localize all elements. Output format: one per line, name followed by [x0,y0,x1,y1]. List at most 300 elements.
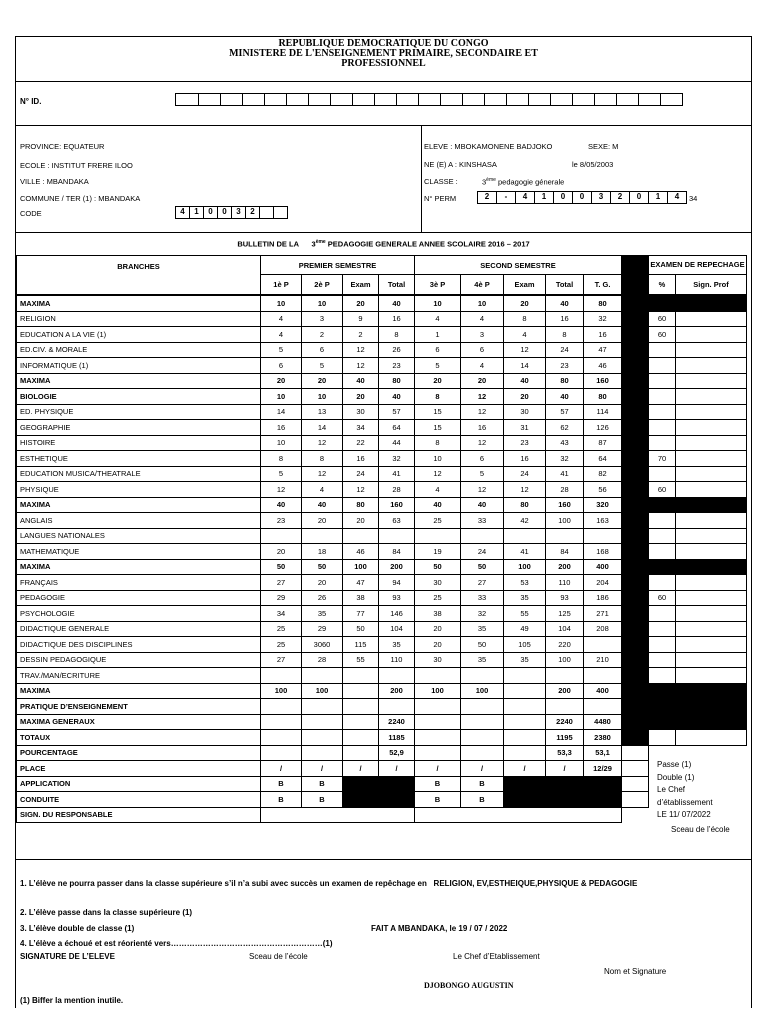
grade-cell: 80 [584,295,622,311]
code-digit-box: 1 [189,206,204,219]
sceau-note: Sceau de l’école [671,824,730,834]
grade-cell: 126 [584,420,622,436]
grade-cell: 4 [261,311,302,327]
sign-prof-cell [676,699,747,715]
subheader-cell: % [649,275,676,295]
black-column-cell [622,373,649,389]
table-row [17,435,747,451]
grade-cell: 12 [461,482,504,498]
id-box [396,94,397,105]
perm-digit-box: 1 [534,191,554,204]
grade-cell: 43 [546,435,584,451]
percent-cell: 70 [649,451,676,467]
grade-cell: 25 [261,637,302,653]
divider [16,81,751,82]
grade-cell: 53,3 [546,745,584,761]
grade-cell: 16 [584,327,622,343]
grade-cell: 100 [461,683,504,699]
percent-cell: 60 [649,590,676,606]
grade-cell: 2240 [546,714,584,730]
grade-cell [461,699,504,715]
grade-cell: 80 [343,497,379,513]
grade-cell: 38 [415,606,461,622]
black-column-cell [622,606,649,622]
grade-cell: 8 [261,451,302,467]
grade-cell: 20 [415,621,461,637]
grade-cell: 25 [415,590,461,606]
grade-cell: 12 [504,342,546,358]
col-examen-repechage: EXAMEN DE REPECHAGE [649,256,747,275]
grade-cell: 1195 [546,730,584,746]
branch-name: ANGLAIS [17,513,261,529]
id-box [616,94,617,105]
divider [16,125,751,126]
grade-cell: 52,9 [379,745,415,761]
sign-prof-cell [676,528,747,544]
grade-cell: B [461,792,504,808]
grade-cell: 32 [379,451,415,467]
grade-cell [261,668,302,684]
grade-cell: 20 [261,373,302,389]
black-column-cell [622,776,649,792]
percent-cell: 60 [649,327,676,343]
id-box [418,94,419,105]
black-column-cell [622,714,649,730]
table-row [17,606,747,622]
sign-prof-cell [676,358,747,374]
bulletin-num: 3 [311,239,316,249]
grade-cell [261,730,302,746]
grade-cell [584,528,622,544]
percent-cell [649,730,676,746]
biffer-note: (1) Biffer la mention inutile. [20,996,124,1005]
table-row [17,497,747,513]
grade-cell: / [415,761,461,777]
id-label: N° ID. [20,97,42,106]
grade-cell: 8 [379,327,415,343]
perm-digit-box: 0 [629,191,649,204]
branch-name: FRANҪAIS [17,575,261,591]
birthdate: le 8/05/2003 [572,160,614,169]
grade-cell [415,745,461,761]
percent-cell [649,559,676,575]
grade-cell: 14 [504,358,546,374]
classe-rest: pedagogie génerale [498,177,565,187]
grade-cell: 12 [343,342,379,358]
grade-cell: 31 [504,420,546,436]
grade-cell: 6 [415,342,461,358]
grade-cell: 64 [379,420,415,436]
branch-name: POURCENTAGE [17,745,261,761]
percent-cell: 60 [649,482,676,498]
grade-cell: 2380 [584,730,622,746]
grade-cell: 94 [379,575,415,591]
header-line-2: MINISTERE DE L'ENSEIGNEMENT PRIMAIRE, SECONDAIRE ET [229,48,538,59]
grade-cell: 20 [261,544,302,560]
table-row [17,559,747,575]
grade-cell: 4 [415,311,461,327]
grade-cell: 50 [415,559,461,575]
table-row [17,637,747,653]
table-row [17,404,747,420]
grade-cell: / [302,761,343,777]
percent-cell [649,637,676,653]
black-column-cell [622,745,649,761]
table-row [17,420,747,436]
grade-cell: 10 [261,389,302,405]
black-column-cell [622,311,649,327]
sign-prof-cell [676,544,747,560]
subheader-cell: Total [546,275,584,295]
id-box [462,94,463,105]
report-card [15,36,752,1008]
birthplace: NE (E) A : KINSHASA [424,160,497,169]
grade-cell [546,699,584,715]
grade-cell: 6 [261,358,302,374]
grade-cell: 200 [546,559,584,575]
grade-cell: B [261,792,302,808]
table-row [17,295,747,311]
classe-number: 3 [482,177,487,187]
branch-name: EDUCATION MUSICA/THEATRALE [17,466,261,482]
grade-cell: 16 [261,420,302,436]
table-row [17,745,747,761]
grade-cell [584,699,622,715]
id-box [572,94,573,105]
grade-cell [261,699,302,715]
grade-cell: 20 [343,389,379,405]
table-row [17,358,747,374]
grade-cell: 6 [461,451,504,467]
grade-cell: 63 [379,513,415,529]
percent-cell [649,606,676,622]
sign-prof-cell [676,730,747,746]
id-box [484,94,485,105]
chef-note-1: Le Chef [657,785,686,794]
grade-cell: 9 [343,311,379,327]
percent-cell: 60 [649,311,676,327]
grade-cell: 93 [546,590,584,606]
table-row [17,730,747,746]
grade-cell: / [261,761,302,777]
grade-cell: 100 [504,559,546,575]
grade-cell [379,699,415,715]
grade-cell: 33 [461,590,504,606]
branch-name: APPLICATION [17,776,261,792]
grade-cell: 30 [415,652,461,668]
grade-cell [302,714,343,730]
grade-cell: 49 [504,621,546,637]
percent-cell [649,497,676,513]
grade-cell: 24 [461,544,504,560]
grade-cell: 40 [415,497,461,513]
grade-cell: 26 [302,590,343,606]
grade-cell: 186 [584,590,622,606]
grade-cell: 4480 [584,714,622,730]
grade-cell [343,668,379,684]
grade-cell: 160 [379,497,415,513]
col-second-semestre: SECOND SEMESTRE [415,256,622,275]
grade-cell: 22 [343,435,379,451]
subheader-cell: 1è P [261,275,302,295]
grade-cell [379,668,415,684]
percent-cell [649,714,676,730]
grade-cell: 4 [415,482,461,498]
grade-cell: 32 [584,311,622,327]
grade-cell: 24 [504,466,546,482]
table-row [17,683,747,699]
branch-name: ED.CIV. & MORALE [17,342,261,358]
grade-cell: 200 [546,683,584,699]
grade-cell: B [461,776,504,792]
branch-name: ESTHETIQUE [17,451,261,467]
grade-cell: 168 [584,544,622,560]
grade-cell: 160 [546,497,584,513]
grade-cell: 8 [546,327,584,343]
grade-cell: 20 [504,295,546,311]
black-column-cell [622,420,649,436]
grade-cell: 12 [302,466,343,482]
id-box [660,94,661,105]
code-digit-box [273,206,288,219]
grade-cell: / [546,761,584,777]
id-box [506,94,507,105]
branch-name: INFORMATIQUE (1) [17,358,261,374]
grade-cell: 47 [584,342,622,358]
sign-prof-cell [676,327,747,343]
grade-cell: 110 [546,575,584,591]
grade-cell [584,637,622,653]
black-column-cell [622,668,649,684]
id-box [220,94,221,105]
grade-cell: 32 [461,606,504,622]
branch-name: SIGN. DU RESPONSABLE [17,807,261,823]
black-column-cell [622,792,649,808]
sign-prof-cell [676,637,747,653]
table-row [17,621,747,637]
grade-cell: 15 [415,404,461,420]
grade-cell: 15 [415,420,461,436]
grade-cell: 33 [461,513,504,529]
percent-cell [649,389,676,405]
percent-cell [649,358,676,374]
grade-cell: 8 [302,451,343,467]
ville: VILLE : MBANDAKA [20,177,89,186]
black-column-cell [622,652,649,668]
grade-cell [584,668,622,684]
sign-prof-cell [676,683,747,699]
ecole: ECOLE : INSTITUT FRERE ILOO [20,161,133,170]
table-row [17,482,747,498]
grade-cell [343,699,379,715]
sceau-ecole: Sceau de l’école [249,952,308,961]
bulletin-sup: ème [315,239,326,245]
grade-cell [343,683,379,699]
divider [16,859,751,860]
grade-cell: 18 [302,544,343,560]
grade-cell: 12/29 [584,761,622,777]
branch-name: PHYSIQUE [17,482,261,498]
grade-cell: 27 [261,652,302,668]
black-column-cell [622,466,649,482]
grade-cell: 4 [461,311,504,327]
grade-cell: 50 [343,621,379,637]
grade-cell: 3060 [302,637,343,653]
grade-cell: 12 [461,404,504,420]
grade-cell: 4 [261,327,302,343]
id-box [330,94,331,105]
fait-a: FAIT A MBANDAKA, le 19 / 07 / 2022 [371,924,508,933]
grade-cell: 12 [302,435,343,451]
grade-cell: 28 [302,652,343,668]
perm-label: N° PERM [424,194,457,203]
percent-cell [649,435,676,451]
black-column-cell [622,528,649,544]
id-box [594,94,595,105]
grade-cell: 20 [302,513,343,529]
commune: COMMUNE / TER (1) : MBANDAKA [20,194,141,203]
sign-prof-cell [676,652,747,668]
grade-cell: 82 [584,466,622,482]
sign-prof-cell [676,606,747,622]
header-line-1: REPUBLIQUE DEMOCRATIQUE DU CONGO [278,38,489,49]
perm-digit-box: 0 [572,191,592,204]
grade-cell: 28 [546,482,584,498]
branch-name: ED. PHYSIQUE [17,404,261,420]
percent-cell [649,683,676,699]
grade-cell: 40 [379,389,415,405]
grade-cell: 105 [504,637,546,653]
branch-name: LANGUES NATIONALES [17,528,261,544]
black-column-cell [622,559,649,575]
grade-cell: / [343,761,379,777]
grade-cell: 40 [343,373,379,389]
black-column-cell [622,342,649,358]
grade-cell: 41 [379,466,415,482]
branch-name: MAXIMA [17,295,261,311]
grade-cell [504,683,546,699]
grade-cell: 3 [302,311,343,327]
table-row [17,776,747,792]
branch-name: DESSIN PEDAGOGIQUE [17,652,261,668]
grades-table [16,255,747,823]
col-premier-semestre: PREMIER SEMESTRE [261,256,415,275]
note-1-text: 1. L’élève ne pourra passer dans la classe supérieure s’il n’a subi avec succès un examen de repêchage en [20,879,427,888]
grade-cell: 40 [504,373,546,389]
grade-cell [504,730,546,746]
nom-signature: Nom et Signature [604,967,667,976]
id-box [440,94,441,105]
grade-cell [343,714,379,730]
grade-cell: 44 [379,435,415,451]
grade-cell [379,528,415,544]
grade-cell: 14 [261,404,302,420]
grade-cell: 20 [504,389,546,405]
grade-cell [415,528,461,544]
grade-cell: 100 [302,683,343,699]
grade-cell [415,699,461,715]
code-digit-box: 4 [175,206,190,219]
grade-cell [302,699,343,715]
grade-cell: 12 [343,482,379,498]
grade-cell: 20 [415,373,461,389]
classe-value [482,177,564,187]
grade-cell: / [504,761,546,777]
branch-name: DIDACTIQUE GENERALE [17,621,261,637]
black-column-cell [622,637,649,653]
grade-cell [415,668,461,684]
code-digit-box: 2 [245,206,260,219]
sign-prof-cell [676,451,747,467]
grade-cell: 19 [415,544,461,560]
grade-cell: 20 [343,513,379,529]
grade-cell: 46 [343,544,379,560]
grade-cell: 110 [379,652,415,668]
percent-cell [649,466,676,482]
table-row [17,327,747,343]
grade-cell: 41 [504,544,546,560]
id-box [198,94,199,105]
sign-cell [261,807,415,823]
note-3: 3. L’élève double de classe (1) [20,924,135,933]
grade-cell: 64 [584,451,622,467]
branch-name: DIDACTIQUE DES DISCIPLINES [17,637,261,653]
grade-cell: 35 [302,606,343,622]
branch-name: TOTAUX [17,730,261,746]
code-digit-box: 0 [203,206,218,219]
grade-cell: 12 [504,482,546,498]
grade-cell: 16 [379,311,415,327]
grade-cell: 40 [261,497,302,513]
grade-cell: 104 [379,621,415,637]
sign-prof-cell [676,404,747,420]
black-column-cell [622,575,649,591]
passe-note: Passe (1) [657,760,692,769]
grade-cell [343,792,379,808]
grade-cell [461,730,504,746]
grade-cell: 6 [461,342,504,358]
grade-cell: 50 [461,637,504,653]
black-column-cell [622,544,649,560]
grade-cell: 4 [461,358,504,374]
grade-cell: 10 [261,435,302,451]
grade-cell [504,699,546,715]
note-1-subjects: RELIGION, EV,ESTHEIQUE,PHYSIQUE & PEDAGOGIE [433,879,638,888]
grade-cell: 35 [504,652,546,668]
grade-cell [461,668,504,684]
grade-cell: 2240 [379,714,415,730]
grade-cell [302,745,343,761]
grade-cell: 160 [584,373,622,389]
grade-cell [343,745,379,761]
grade-cell [504,714,546,730]
grade-cell: 40 [546,389,584,405]
branch-name: MAXIMA GENERAUX [17,714,261,730]
table-row [17,792,747,808]
grade-cell: 46 [584,358,622,374]
side-notes [657,759,730,836]
subheader-cell: 4è P [461,275,504,295]
chef-etablissement: Le Chef d’Etablissement [453,952,540,961]
grade-cell: 12 [261,482,302,498]
sign-prof-cell [676,373,747,389]
branch-name: CONDUITE [17,792,261,808]
table-row [17,513,747,529]
grade-cell: 20 [302,373,343,389]
grade-cell [343,528,379,544]
grade-cell: 100 [343,559,379,575]
grade-cell [584,792,622,808]
